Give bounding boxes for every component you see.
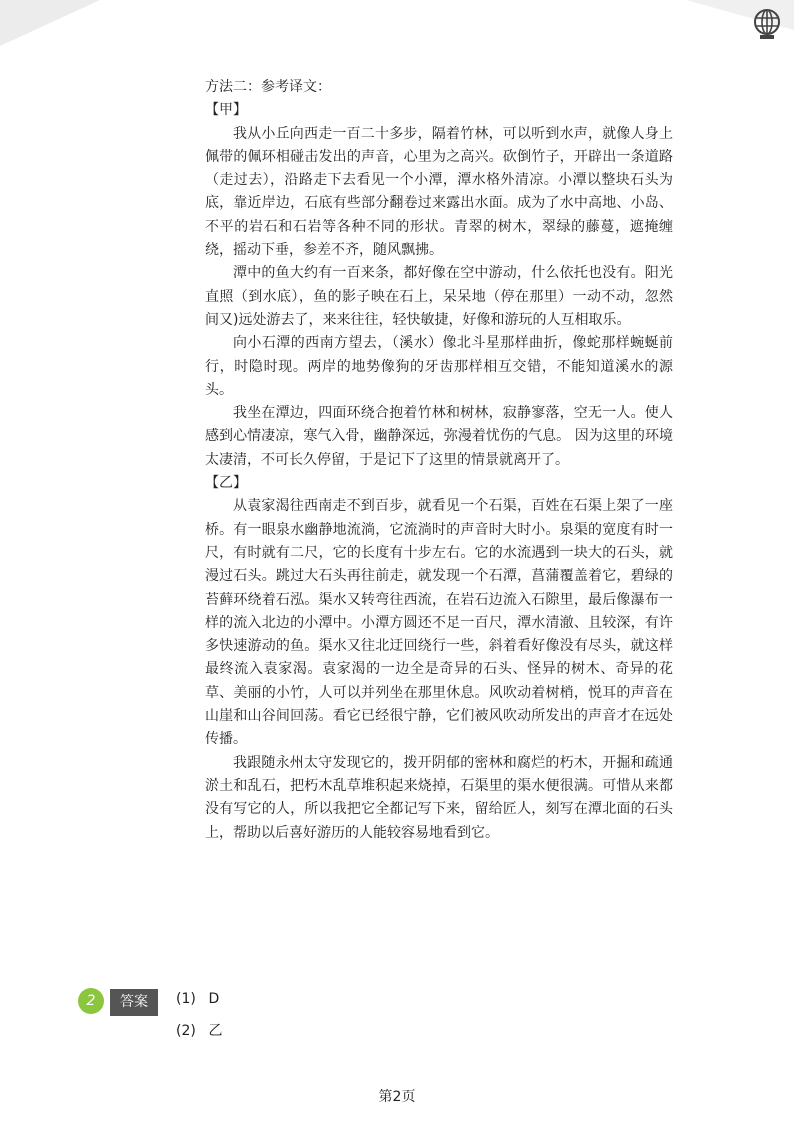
section-yi-heading: 【乙】 [205,475,247,492]
jia-paragraph: 我坐在潭边，四面环绕合抱着竹林和树林，寂静寥落，空无一人。使人感到心情凄凉，寒气入骨，幽静深远，弥漫着忧伤的气息。 因为这里的环境太凄清，不可长久停留，于是记下了这里的情景就离开了。 [205,405,673,468]
answer-label: 答案 [110,989,158,1016]
answer-item-number: (2) [176,1023,196,1039]
globe-logo-icon [752,8,782,40]
jia-paragraph: 向小石潭的西南方望去，（溪水）像北斗星那样曲折，像蛇那样蜿蜒前行，时隐时现。两岸的地势像狗的牙齿那样相互交错，不能知道溪水的源头。 [205,335,673,398]
answer-item-text: 乙 [208,1023,223,1039]
answer-section [78,988,478,1048]
translation-content [205,76,673,845]
method-title: 方法二：参考译文： [205,79,331,95]
answer-item-text: D [208,991,220,1007]
yi-paragraph: 我跟随永州太守发现它的，拨开阴郁的密林和腐烂的朽木，开掘和疏通淤土和乱石，把朽木乱草堆积起来烧掉，石渠里的渠水便很满。可惜从来都没有写它的人，所以我把它全都记写下来，留给匠人，刻写在潭北面的石头上，帮助以后喜好游历的人能较容易地看到它。 [205,754,673,841]
page-number: 第2页 [378,1089,416,1105]
answer-item [176,991,219,1007]
section-jia-heading: 【甲】 [205,102,247,119]
yi-paragraph: 从袁家渴往西南走不到百步，就看见一个石渠，百姓在石渠上架了一座桥。有一眼泉水幽静地流淌，它流淌时的声音时大时小。泉渠的宽度有时一尺，有时就有二尺，它的长度有十步左右。它的水流遇到一块大的石头，就漫过石头。跳过大石头再往前走，就发现一个石潭，菖蒲覆盖着它，碧绿的苔藓环绕着石泓。渠水又转弯往西流，在岩石边流入石隙里，最后像瀑布一样的流入北边的小潭中。小潭方圆还不足一百尺，潭水清澈、且较深，有许多快速游动的鱼。渠水又往北迂回绕行一些，斜着看好像没有尽头，就这样最终流入袁家渴。袁家渴的一边全是奇异的石头、怪异的树木、奇异的花草、美丽的小竹，人可以并列坐在那里休息。风吹动着树梢，悦耳的声音在山崖和山谷间回荡。看它已经很宁静，它们被风吹动所发出的声音才在远处传播。 [205,498,673,748]
question-number-badge: 2 [78,988,104,1014]
jia-paragraph: 潭中的鱼大约有一百来条，都好像在空中游动，什么依托也没有。阳光直照（到水底），鱼的影子映在石上，呆呆地（停在那里）一动不动，忽然间又)远处游去了，来来往往，轻快敏捷，好像和游玩的人互相取乐。 [205,265,673,328]
answer-item-number: (1) [176,991,196,1007]
header-decoration [0,0,794,60]
jia-paragraph: 我从小丘向西走一百二十多步，隔着竹林，可以听到水声，就像人身上佩带的佩环相碰击发出的声音，心里为之高兴。砍倒竹子，开辟出一条道路（走过去），沿路走下去看见一个小潭，潭水格外清凉。小潭以整块石头为底，靠近岸边，石底有些部分翻卷过来露出水面。成为了水中高地、小岛、不平的岩石和石岩等各种不同的形状。青翠的树木，翠绿的藤蔓，遮掩缠绕，摇动下垂，参差不齐，随风飘拂。 [205,125,673,259]
answer-item [176,1020,222,1040]
